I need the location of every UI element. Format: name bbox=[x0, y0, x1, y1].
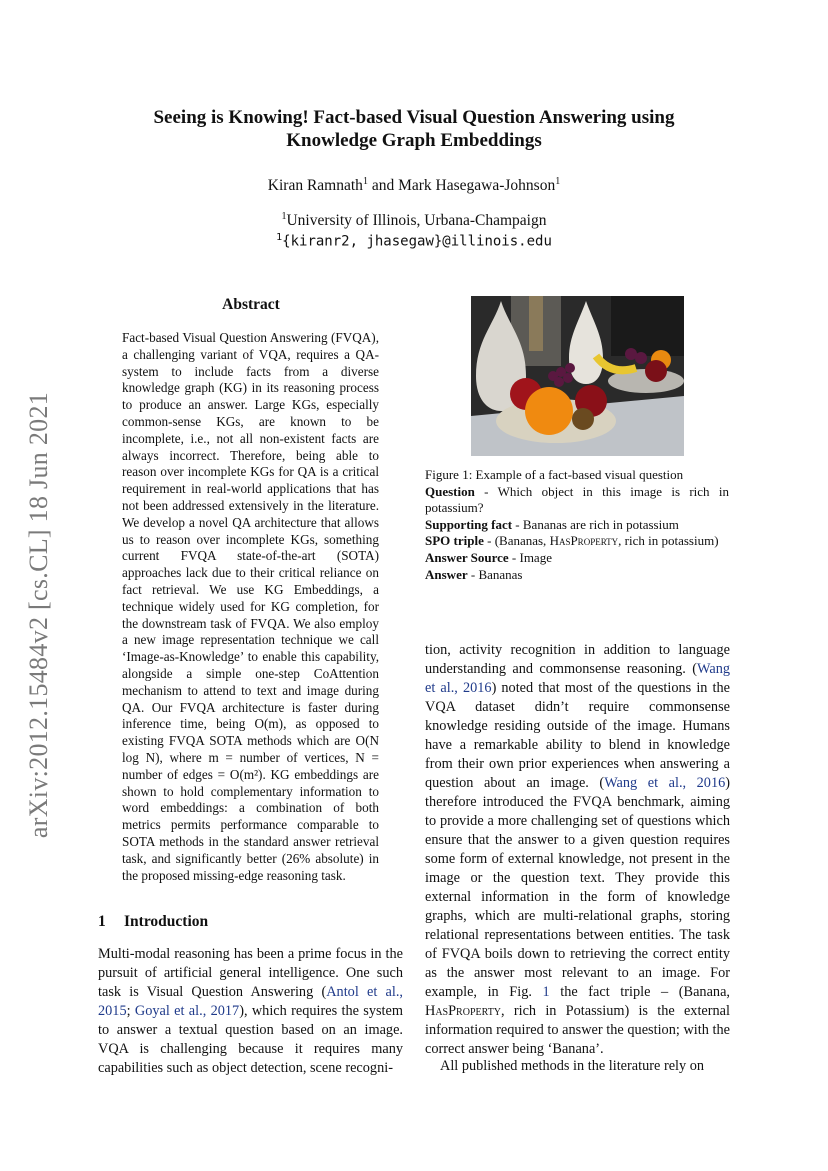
right-relation: HasProperty bbox=[425, 1003, 502, 1019]
email-text: {kiranr2, jhasegaw}@illinois.edu bbox=[282, 233, 552, 250]
affiliation bbox=[100, 211, 728, 230]
question-text: - Which object in this image is rich in potassium? bbox=[425, 483, 729, 516]
figure-caption bbox=[425, 467, 729, 583]
answer-source-label: Answer Source bbox=[425, 549, 509, 565]
right-text-5: , rich in Potassium) is the external information required to answer the question; with the correct answer being ‘Banana’. bbox=[425, 1003, 730, 1057]
author-2: Mark Hasegawa-Johnson bbox=[398, 177, 556, 195]
intro-sep: ; bbox=[126, 1003, 135, 1019]
section-heading-introduction bbox=[98, 913, 208, 931]
caption-supporting-fact bbox=[425, 517, 729, 534]
section-title: Introduction bbox=[124, 913, 209, 930]
introduction-paragraph bbox=[98, 945, 403, 1078]
intro-text-2: ), which requires the system to answer a textual question based on an image. VQA is challenging because it requires many capabilities such as object detection, scene recogni- bbox=[98, 1003, 403, 1076]
caption-title: Figure 1: Example of a fact-based visual question bbox=[425, 467, 684, 482]
title-line-2: Knowledge Graph Embeddings bbox=[286, 130, 542, 151]
right-text-4: the fact triple – (Banana, bbox=[549, 984, 730, 1000]
caption-answer bbox=[425, 567, 729, 584]
author-email bbox=[100, 232, 728, 250]
supporting-fact-text: - Bananas are rich in potassium bbox=[512, 516, 679, 532]
author-1: Kiran Ramnath bbox=[267, 177, 363, 195]
abstract-heading: Abstract bbox=[222, 296, 280, 313]
right-column-next-paragraph: All published methods in the literature rely on bbox=[440, 1058, 705, 1074]
right-text-1: tion, activity recognition in addition to language understanding and commonsense reasoning. ( bbox=[425, 642, 730, 677]
caption-spo-triple bbox=[425, 533, 729, 550]
spo-text-b: , rich in potassium) bbox=[618, 533, 719, 549]
author-2-mark: 1 bbox=[555, 176, 561, 187]
section-number: 1 bbox=[98, 913, 106, 930]
citation-wang-2[interactable]: Wang et al., 2016 bbox=[604, 775, 726, 791]
answer-source-text: - Image bbox=[508, 549, 552, 565]
arxiv-id-text: arXiv:2012.15484v2 [cs.CL] 18 Jun 2021 bbox=[24, 391, 53, 839]
author-list bbox=[100, 176, 728, 195]
spo-text-a: - (Bananas, bbox=[483, 533, 550, 549]
arxiv-identifier bbox=[17, 370, 61, 860]
answer-text: - Bananas bbox=[467, 566, 523, 582]
answer-label: Answer bbox=[425, 566, 468, 582]
caption-answer-source bbox=[425, 550, 729, 567]
paper-title bbox=[100, 106, 728, 152]
right-text-3: ) therefore introduced the FVQA benchmark, aiming to provide a more challenging set of questions which ensure that the answer to a given question requires some form of external knowledge, not present in the image or the question text. They provide this external information in the form of knowledge graphs, which are multi-relational graphs, storing relational representations between entities. The task of FVQA boils down to retrieving the correct entity as the answer most relevant to an image. For example, in Fig. bbox=[425, 775, 731, 1000]
figure-fruit-bowl-image bbox=[471, 296, 684, 456]
spo-relation: HasProperty bbox=[549, 533, 619, 549]
author-1-mark: 1 bbox=[362, 176, 368, 187]
email-mark: 1 bbox=[276, 232, 283, 243]
title-line-1: Seeing is Knowing! Fact-based Visual Question Answering using bbox=[153, 107, 675, 128]
citation-antol[interactable]: Antol et al., 2015 bbox=[98, 984, 404, 1019]
supporting-fact-label: Supporting fact bbox=[425, 516, 513, 532]
affil-mark: 1 bbox=[281, 211, 287, 222]
figure-reference[interactable]: 1 bbox=[542, 984, 550, 1000]
caption-question bbox=[425, 484, 729, 517]
question-label: Question bbox=[425, 483, 475, 499]
right-column-paragraph bbox=[425, 641, 730, 1059]
citation-goyal[interactable]: Goyal et al., 2017 bbox=[134, 1003, 240, 1019]
right-text-2: ) noted that most of the questions in the VQA dataset didn’t require commonsense knowledge residing outside of the image. Humans have a remarkable ability to blend in knowledge from their own prior experiences when answering a question about an image. ( bbox=[425, 680, 730, 791]
affiliation-text: University of Illinois, Urbana-Champaign bbox=[286, 212, 547, 230]
abstract-body: Fact-based Visual Question Answering (FVQA), a challenging variant of VQA, requires a QA-system to include facts from a diverse knowledge graph (KG) in its reasoning process to produce an answer. Large KGs, especially common-sense KGs, are known to be incomplete, i.e., not all non-existent facts are always incorrect. Therefore, being able to reason over incomplete KGs for QA is a critical requirement in real-world applications that has not been addressed extensively in the literature. We develop a novel QA architecture that allows us to reason over incomplete KGs, something current FVQA state-of-the-art (SOTA) approaches lack due to their critical reliance on fact retrieval. We use KG Embeddings, a technique widely used for KG completion, for the downstream task of FVQA. We also employ a new image representation technique we call ‘Image-as-Knowledge’ to enable this capability, alongside a simple one-step CoAttention mechanism to attend to text and image during QA. Our FVQA architecture is faster during inference time, being O(m), as opposed to existing FVQA SOTA methods which are O(N log N), where m = number of vertices, N = number of edges = O(m²). KG embeddings are shown to hold complementary information to word embeddings: a combination of both metrics permits performance comparable to SOTA methods in the standard answer retrieval task, and significantly better (26% absolute) in the proposed missing-edge reasoning task. bbox=[122, 330, 379, 883]
author-separator: and bbox=[367, 177, 399, 195]
intro-text-1: Multi-modal reasoning has been a prime focus in the pursuit of artificial general intelligence. One such task is Visual Question Answering ( bbox=[98, 946, 403, 1000]
citation-wang-1[interactable]: Wang et al., 2016 bbox=[425, 661, 730, 696]
spo-label: SPO triple bbox=[425, 533, 484, 549]
